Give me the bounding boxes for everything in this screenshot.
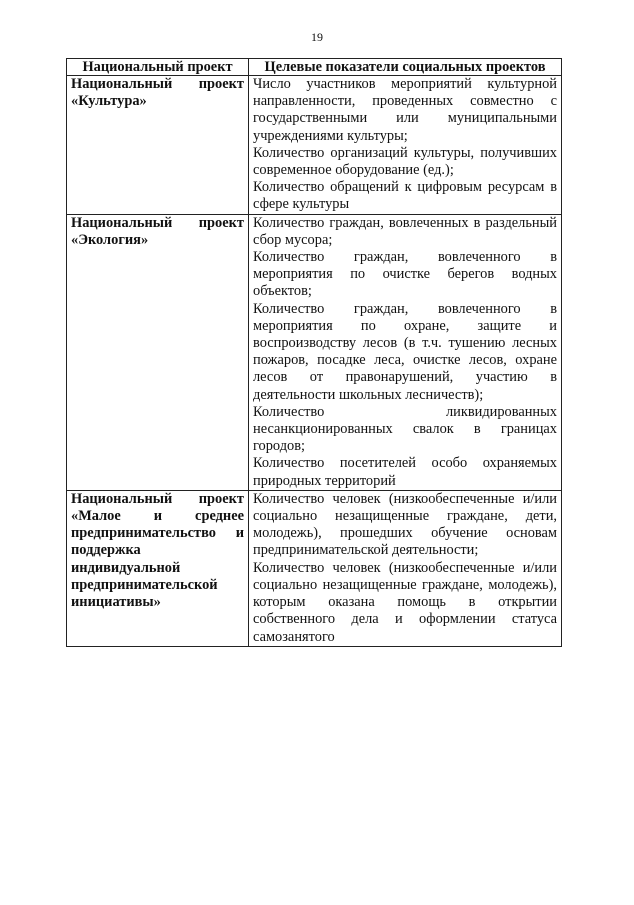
indicators-small-business [249, 490, 562, 646]
indicator-item: Количество посетителей особо охраняемых природных территорий [253, 455, 557, 489]
project-name-small-business: Национальный проект «Малое и среднее предпринимательство и поддержка индивидуальной предпринимательской инициативы» [67, 490, 249, 646]
table-row [67, 490, 562, 646]
indicator-item: Количество человек (низкообеспеченные и/или социально незащищенные граждане, дети, молодежь), прошедших обучение основам предпринимательской деятельности; [253, 490, 557, 559]
indicator-item: Количество граждан, вовлеченных в раздельный сбор мусора; [253, 214, 557, 248]
indicator-item: Количество организаций культуры, получивших современное оборудование (ед.); [253, 144, 557, 179]
table-row [67, 214, 562, 490]
indicators-ecology [249, 214, 562, 490]
project-name-ecology: Национальный проект «Экология» [67, 214, 249, 490]
table-row [67, 76, 562, 215]
indicators-culture [249, 76, 562, 215]
indicator-item: Количество граждан, вовлеченного в мероприятия по очистке берегов водных объектов; [253, 249, 557, 300]
indicator-item: Количество обращений к цифровым ресурсам в сфере культуры [253, 179, 557, 213]
projects-table [66, 58, 562, 647]
page-number: 19 [311, 30, 323, 44]
project-name-culture: Национальный проект «Культура» [67, 76, 249, 215]
indicator-item: Число участников мероприятий культурной направленности, проведенных совместно с государственными или муниципальными учреждениями культуры; [253, 76, 557, 144]
header-target-indicators: Целевые показатели социальных проектов [249, 59, 562, 76]
header-national-project: Национальный проект [67, 59, 249, 76]
indicator-item: Количество граждан, вовлеченного в мероприятия по охране, защите и воспроизводству лесов (в т.ч. тушению лесных пожаров, посадке леса, очистке лесов, охране лесов от правонарушений, участию в деятельности школьных лесничеств); [253, 300, 557, 403]
indicator-item: Количество человек (низкообеспеченные и/или социально незащищенные граждане, молодежь), которым оказана помощь в открытии собственного дела и оформлении статуса самозанятого [253, 559, 557, 645]
indicator-item: Количество ликвидированных несанкционированных свалок в границах городов; [253, 403, 557, 455]
table-header-row [67, 59, 562, 76]
